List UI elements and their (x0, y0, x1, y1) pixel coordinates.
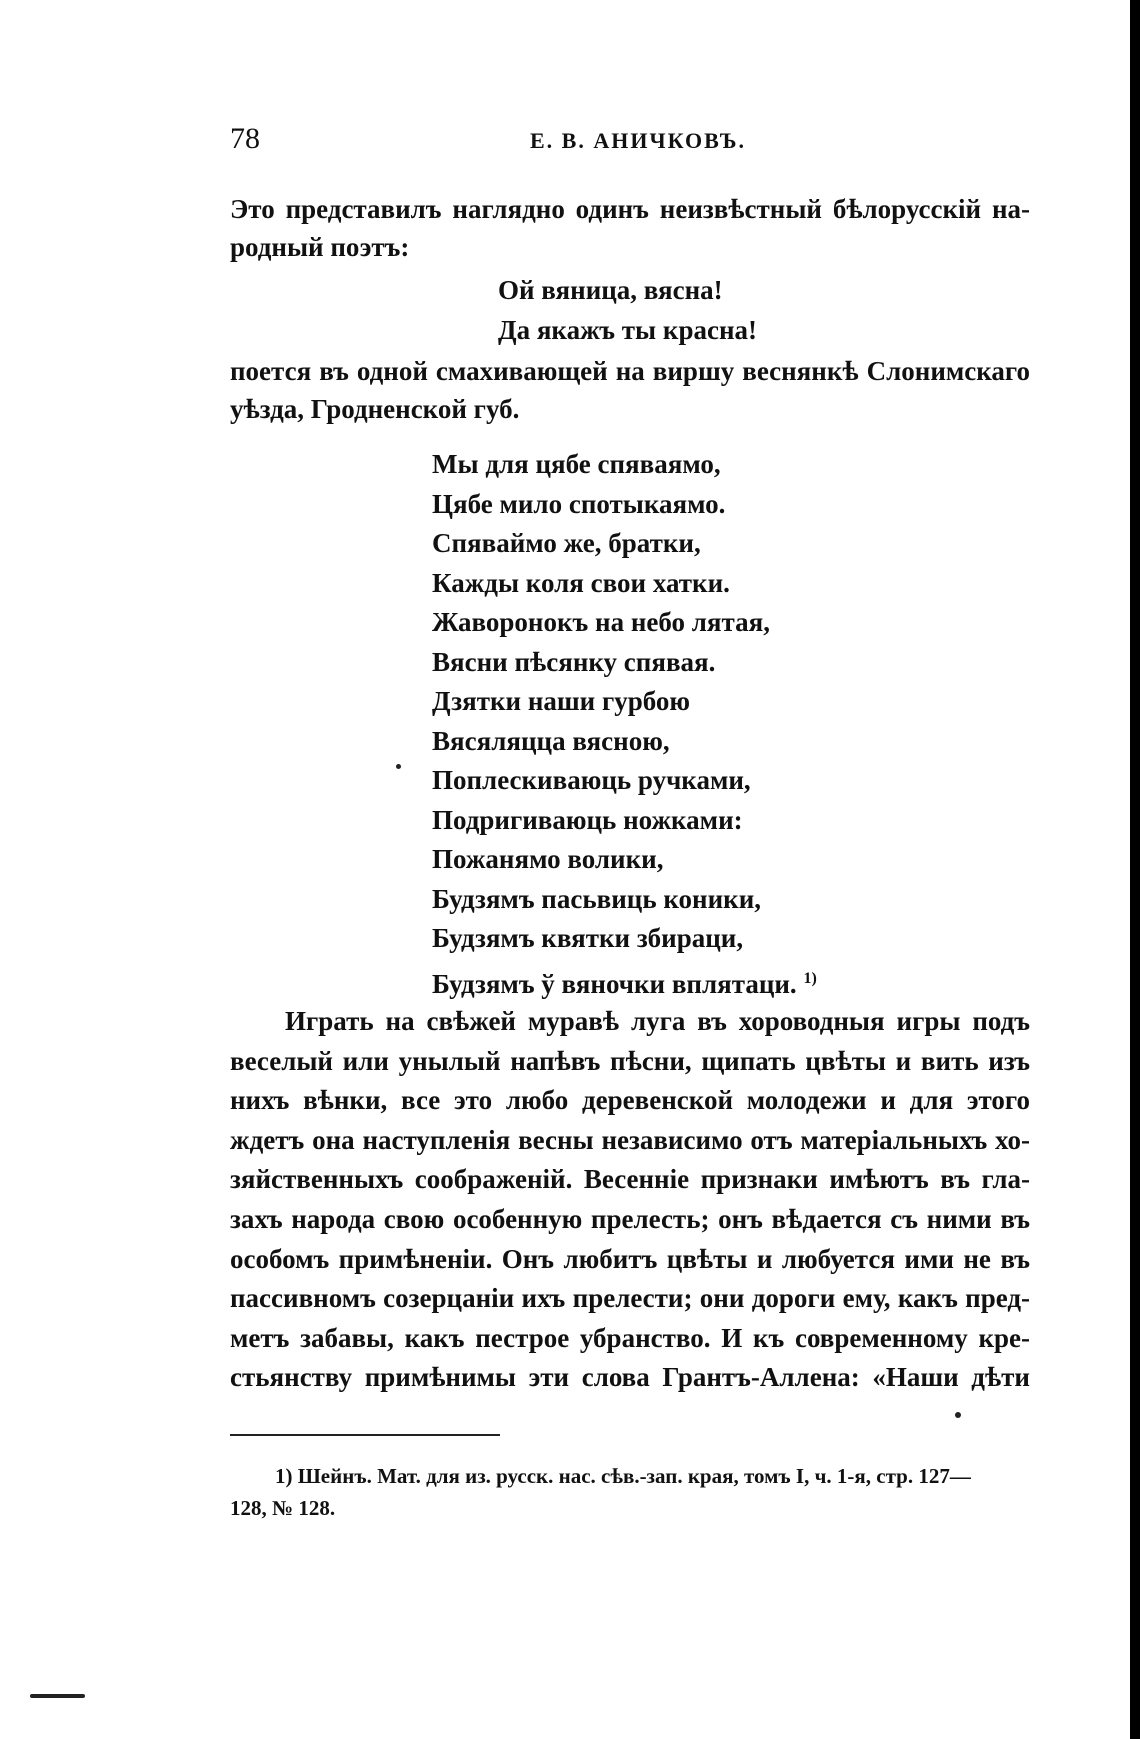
footnote-divider (230, 1434, 500, 1436)
verse-line: Дзятки наши гурбою (432, 686, 691, 716)
verse-line: Вясяляцца вясною, (432, 725, 670, 756)
verse-line: Будзямъ пасьвиць коники, (432, 883, 762, 914)
verse-line: Подригиваюць ножками: (432, 804, 743, 835)
paragraph-line: родный поэтъ: (230, 232, 410, 262)
stray-mark (955, 1412, 961, 1418)
paragraph-line: особомъ примѣненіи. Онъ любитъ цвѣты и любуется ими не въ (230, 1243, 1030, 1274)
verse-song (432, 445, 817, 1004)
verse-line: Кажды коля свои хатки. (432, 567, 730, 598)
verse-line: Мы для цябе спяваямо, (432, 449, 721, 479)
paragraph-line: нихъ вѣнки, все это любо деревенской молодежи и для этого (230, 1085, 1030, 1116)
paragraph-main (230, 1002, 1030, 1398)
verse-line: Ой вяница, вясна! (498, 275, 723, 305)
running-head: Е. В. АНИЧКОВЪ. (530, 128, 746, 153)
verse-line: Цябе мило спотыкаямо. (432, 488, 726, 519)
footnote-line: 1) Шейнъ. Мат. для из. русск. нас. сѣв.-зап. края, томъ I, ч. 1-я, стр. 127— (275, 1464, 971, 1488)
paragraph-transition (230, 352, 1030, 428)
paragraph-line: зяйственныхъ соображеній. Весенніе признаки имѣютъ въ гла- (230, 1164, 1030, 1195)
stray-mark (396, 764, 401, 769)
paragraph-line: ждетъ она наступленія весны независимо отъ матеріальныхъ хо- (230, 1124, 1030, 1155)
scan-edge-shadow (1130, 0, 1140, 1739)
verse-line: Будзямъ квятки збираци, (432, 923, 744, 953)
verse-line: Спяваймо же, братки, (432, 528, 701, 558)
verse-line: Жаворонокъ на небо лятая, (432, 607, 770, 637)
paragraph-line: Это представилъ наглядно одинъ неизвѣстный бѣлорусскій на- (230, 194, 1030, 224)
page-header (230, 122, 1030, 162)
footnote (230, 1460, 1035, 1524)
verse-line: Поплескиваюць ручками, (432, 765, 751, 795)
footnote-line: 128, № 128. (230, 1496, 336, 1520)
verse-line: Вясни пѣсянку спявая. (432, 646, 716, 677)
verse-line: Пожанямо волики, (432, 844, 664, 874)
paragraph-line: метъ забавы, какъ пестрое убранство. И къ современному кре- (230, 1322, 1030, 1353)
paragraph-intro (230, 190, 1030, 266)
verse-line-text: Будзямъ ў вяночки вплятаци. (432, 968, 797, 999)
paragraph-line: поется въ одной смахивающей на виршу веснянкѣ Слонимскаго (230, 356, 1030, 386)
paragraph-line: захъ народа свою особенную прелесть; онъ вѣдается съ ними въ (230, 1203, 1030, 1234)
verse-couplet (498, 270, 757, 350)
paragraph-line: веселый или унылый напѣвъ пѣсни, щипать цвѣты и вить изъ (230, 1045, 1030, 1076)
page-number: 78 (230, 122, 260, 155)
paragraph-line: пассивномъ созерцаніи ихъ прелести; они дороги ему, какъ пред- (230, 1283, 1030, 1314)
paragraph-line: уѣзда, Гродненской губ. (230, 394, 520, 424)
paragraph-line: стьянству примѣнимы эти слова Грантъ-Аллена: «Наши дѣти (230, 1362, 1030, 1393)
paragraph-line: Играть на свѣжей муравѣ луга въ хороводныя игры подъ (285, 1006, 1030, 1036)
verse-line: Да якажъ ты красна! (498, 315, 757, 345)
verse-line-last (432, 959, 817, 1005)
footnote-reference: 1) (803, 969, 817, 987)
stray-mark (30, 1694, 85, 1698)
